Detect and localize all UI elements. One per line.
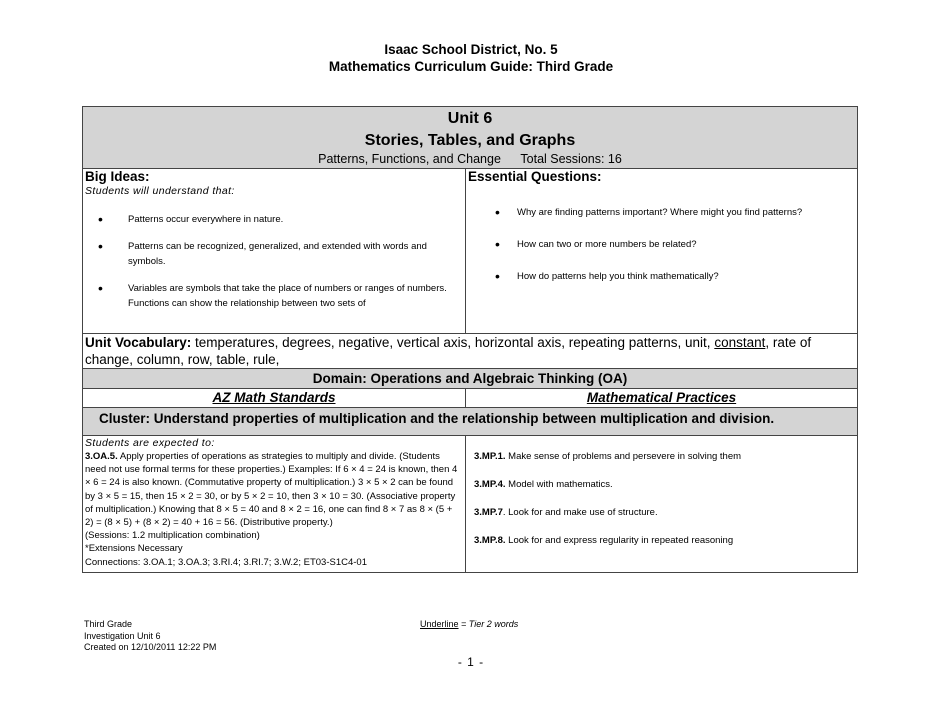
standard-text: Apply properties of operations as strategies to multiply and divide. (Students need not use formal terms for these properties.) Examples: If 6 × 4 = 24 is known, then 4 × 6 = 24 is also known. (Commutative property of multiplication.) 3 × 5 × 2 can be found by 3 × 5 = 15, then 15 × 2 = 30, or by 5 × 2 = 10, then 3 × 10 = 30. (Associative property of multiplication.) Knowing that 8 × 5 = 40 and 8 × 2 = 16, one can find 8 × 7 as 8 × (5 + 2) = (8 × 5) + (8 × 2) = 40 + 16 = 56. (Distributive property.) <box>85 451 458 529</box>
footer-created: Created on 12/10/2011 12:22 PM <box>84 642 217 652</box>
unit-subtitle: Patterns, Functions, and Change <box>318 152 501 166</box>
footer-legend <box>420 619 518 631</box>
practice-code: 3.MP.4. <box>474 479 506 490</box>
unit-title: Stories, Tables, and Graphs <box>364 132 576 149</box>
practice-item <box>474 533 857 548</box>
standard-code: 3.OA.5. <box>85 451 118 462</box>
essential-questions-list <box>468 205 857 284</box>
math-practices-heading: Mathematical Practices <box>586 390 737 405</box>
big-idea-item: • Variables are symbols that take the place of numbers or ranges of numbers. Functions can show the relationship between two sets of <box>85 281 465 311</box>
vocabulary-words-rest: , rate of change, column, row, table, rule, <box>85 335 812 367</box>
essential-question-item: • How do patterns help you think mathematically? <box>468 269 857 284</box>
big-idea-item: • Patterns occur everywhere in nature. <box>85 212 465 227</box>
unit-number: Unit 6 <box>447 110 493 127</box>
practice-code: 3.MP.1. <box>474 451 506 462</box>
footer-grade: Third Grade <box>84 619 133 629</box>
vocabulary-words: temperatures, degrees, negative, vertical axis, horizontal axis, repeating patterns, unit, <box>191 335 715 350</box>
standard-3oa5 <box>85 450 463 529</box>
practice-item <box>474 449 857 464</box>
page-number: - 1 - <box>457 655 485 669</box>
column-heading-row <box>83 389 857 408</box>
practice-text: Make sense of problems and persevere in solving them <box>505 451 742 462</box>
unit-subtitle-line <box>83 151 857 168</box>
ideas-questions-row <box>83 169 857 334</box>
standards-cell <box>83 436 466 572</box>
essential-questions-heading: Essential Questions: <box>468 169 602 184</box>
practice-item <box>474 505 857 520</box>
document-header <box>0 41 942 75</box>
az-standards-heading: AZ Math Standards <box>83 389 466 407</box>
practices-cell <box>466 436 857 572</box>
domain-title: Domain: Operations and Algebraic Thinking (OA) <box>312 371 628 386</box>
unit-header-row <box>83 107 857 169</box>
standard-extensions: *Extensions Necessary <box>85 543 183 555</box>
footer-info <box>84 619 216 654</box>
tier2-word: constant <box>714 335 766 350</box>
cluster-title: Cluster: Understand properties of multiplication and the relationship between multiplication and division. <box>99 411 775 426</box>
domain-row <box>83 369 857 389</box>
practice-code: 3.MP.7 <box>474 507 503 518</box>
practice-code: 3.MP.8. <box>474 535 506 546</box>
vocabulary-row <box>83 334 857 369</box>
curriculum-table <box>82 106 858 573</box>
standard-connections: Connections: 3.OA.1; 3.OA.3; 3.RI.4; 3.RI.7; 3.W.2; ET03-S1C4-01 <box>85 556 367 568</box>
big-ideas-cell <box>83 169 466 333</box>
essential-questions-cell <box>466 169 857 333</box>
footer-investigation: Investigation Unit 6 <box>84 630 161 641</box>
big-idea-item: • Patterns can be recognized, generalized, and extended with words and symbols. <box>85 239 465 269</box>
total-sessions: Total Sessions: 16 <box>520 152 622 166</box>
cluster-row <box>83 408 857 436</box>
big-ideas-heading: Big Ideas: <box>85 169 150 184</box>
practice-item <box>474 477 857 492</box>
standard-sessions: (Sessions: 1.2 multiplication combination) <box>85 530 260 542</box>
practice-text: . Look for and make use of structure. <box>502 507 658 518</box>
district-name: Isaac School District, No. 5 <box>384 42 558 57</box>
underline-meaning: = Tier 2 words <box>458 619 519 629</box>
guide-title: Mathematics Curriculum Guide: Third Grade <box>328 59 614 74</box>
underline-label: Underline <box>420 619 459 629</box>
practice-text: Look for and express regularity in repeated reasoning <box>505 535 734 546</box>
standards-intro: Students are expected to: <box>85 437 215 449</box>
vocabulary-label: Unit Vocabulary: <box>85 335 192 350</box>
practice-text: Model with mathematics. <box>505 479 613 490</box>
big-ideas-intro: Students will understand that: <box>85 185 235 197</box>
essential-question-item: • How can two or more numbers be related? <box>468 237 857 252</box>
big-ideas-list <box>85 212 465 311</box>
essential-question-item: • Why are finding patterns important? Where might you find patterns? <box>468 205 857 220</box>
standards-row <box>83 436 857 572</box>
